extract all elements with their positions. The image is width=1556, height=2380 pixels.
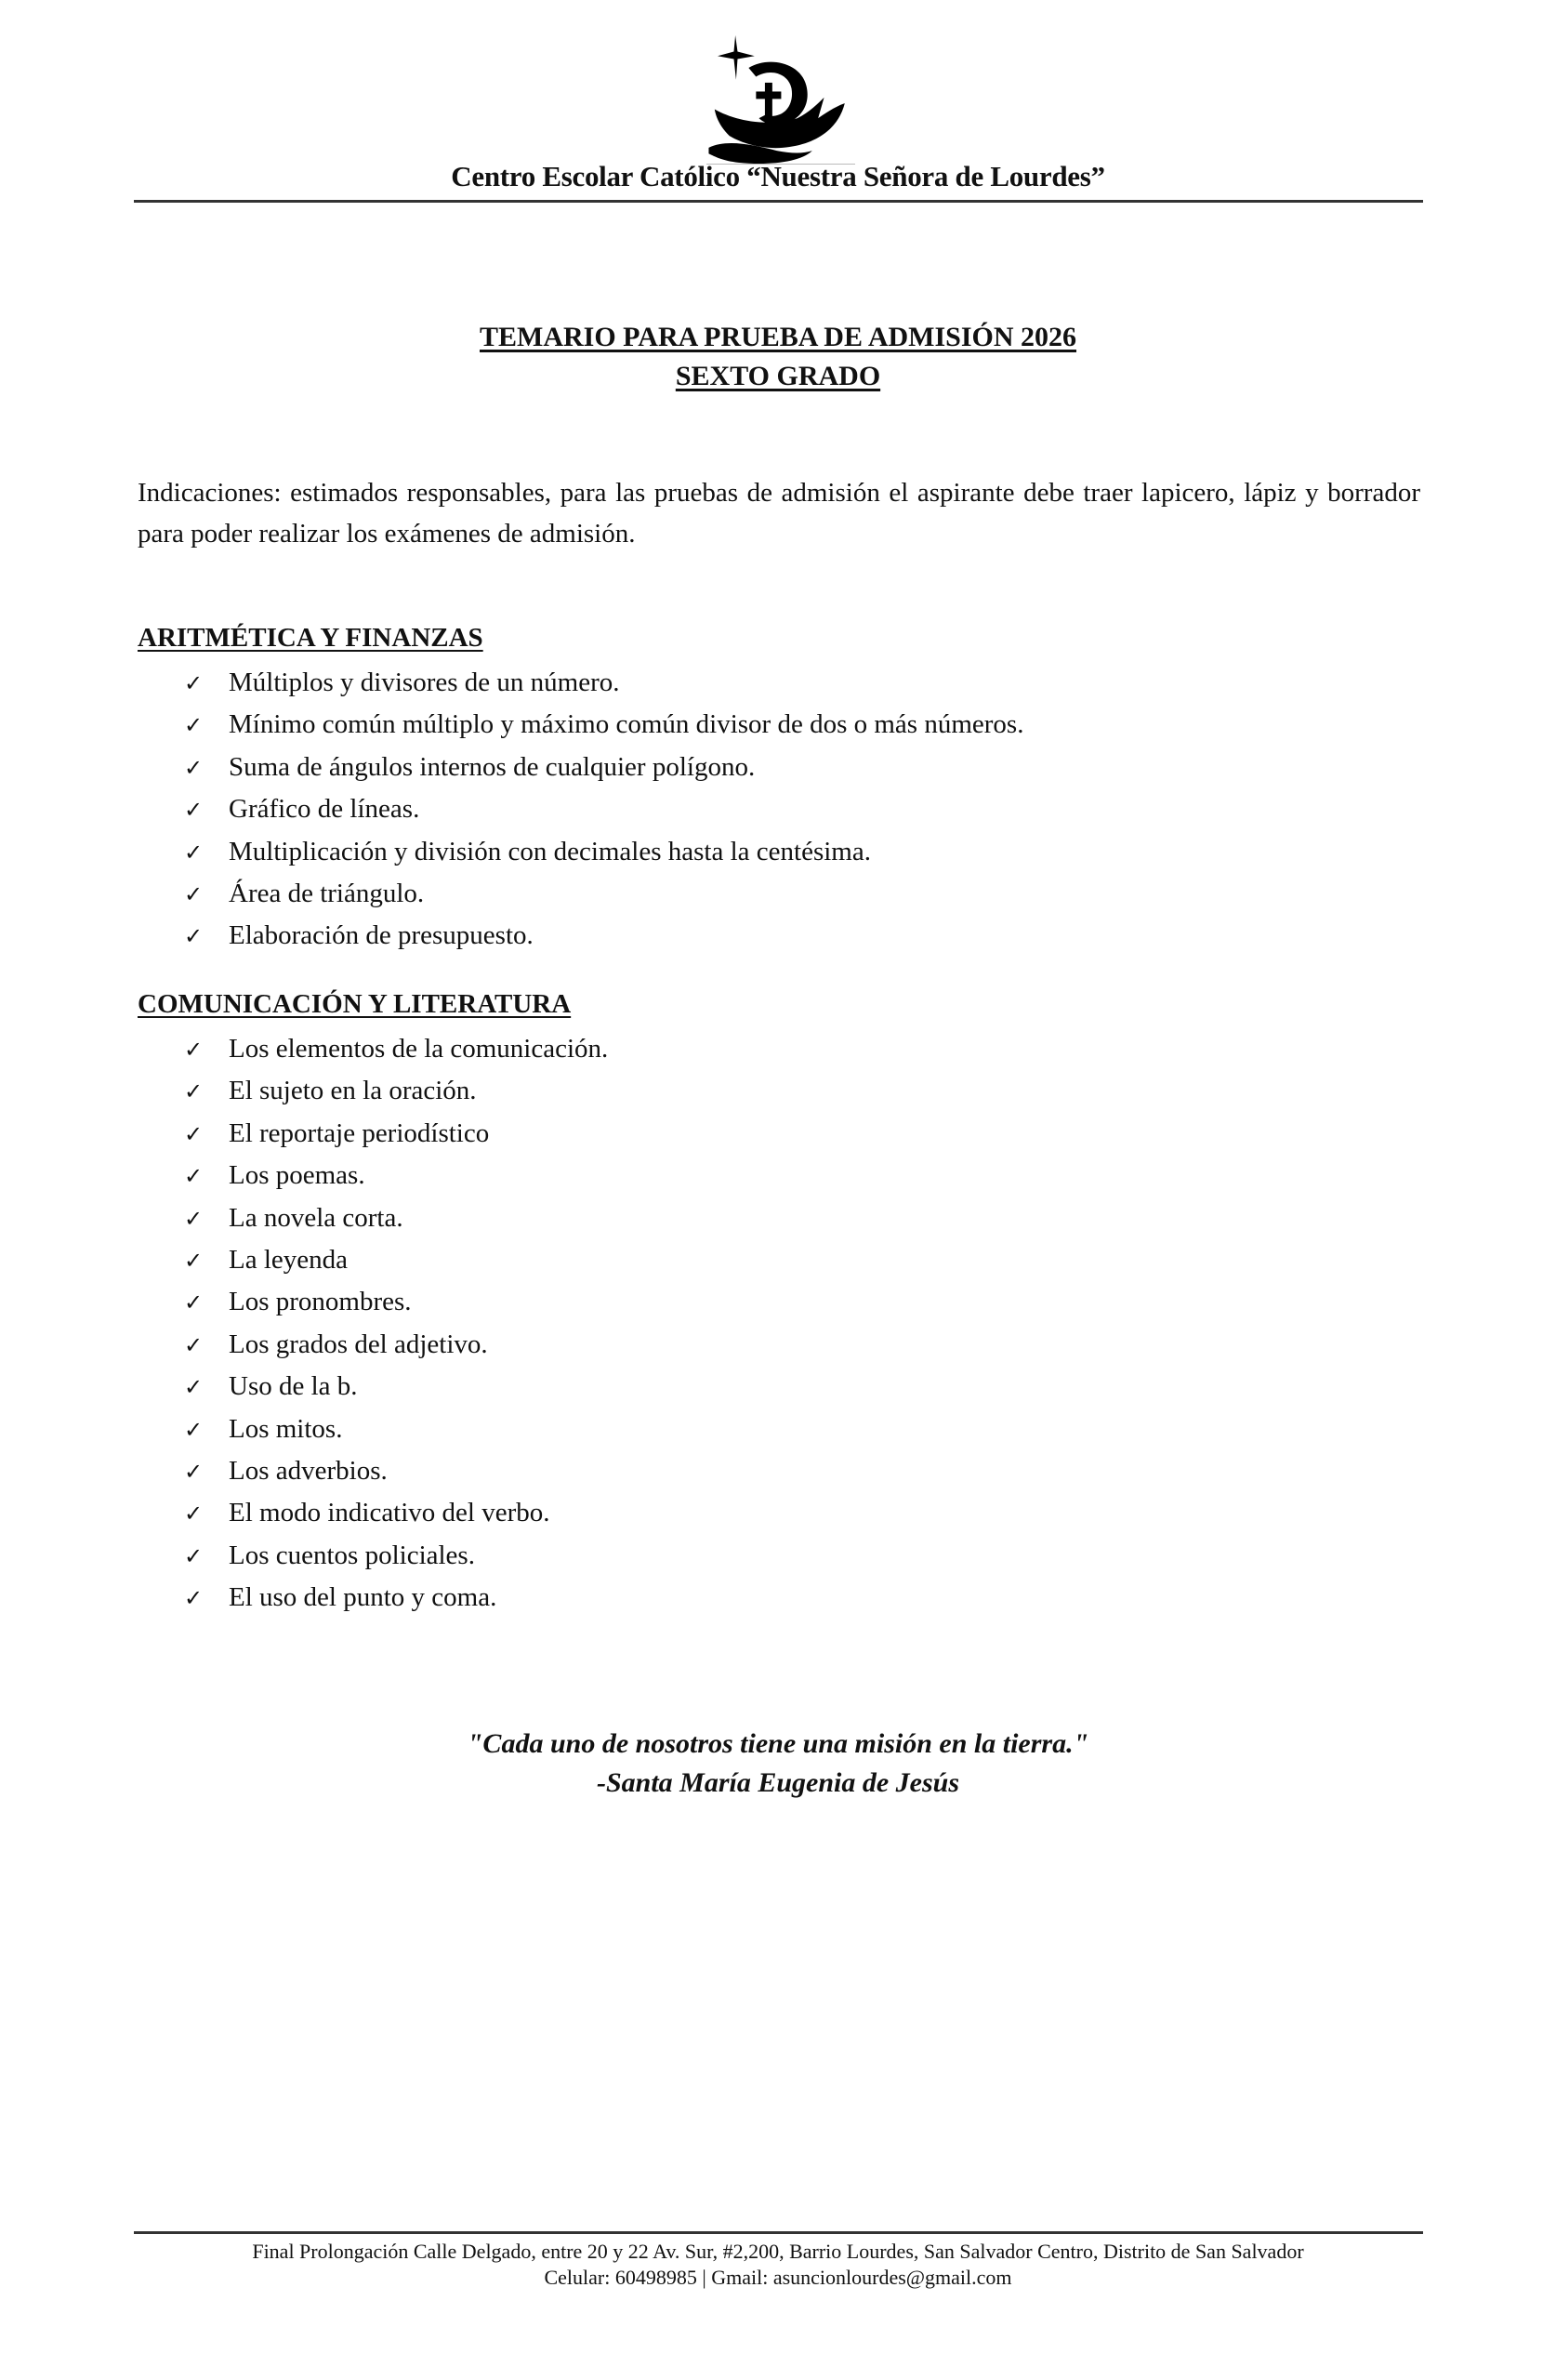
checkmark-icon: ✓: [184, 881, 204, 908]
school-crest-logo: [708, 35, 857, 165]
list-item: ✓ Los poemas.: [184, 1155, 608, 1197]
school-name: Centro Escolar Católico “Nuestra Señora de Lourdes”: [451, 160, 1105, 192]
list-item: ✓ El sujeto en la oración.: [184, 1070, 608, 1112]
checkmark-icon: ✓: [184, 839, 204, 866]
topic-list-comunicacion: [184, 1028, 608, 1620]
closing-quote: [0, 1725, 1556, 1803]
document-title: [0, 318, 1556, 396]
list-item: ✓ El reportaje periodístico: [184, 1113, 608, 1155]
checkmark-icon: ✓: [184, 797, 204, 824]
header-divider: [134, 200, 1423, 203]
list-item: ✓ Los pronombres.: [184, 1281, 608, 1323]
topic-list-aritmetica: [184, 662, 1023, 958]
checkmark-icon: ✓: [184, 1416, 204, 1443]
checkmark-icon: ✓: [184, 1163, 204, 1190]
list-item: ✓ El modo indicativo del verbo.: [184, 1492, 608, 1534]
checkmark-icon: ✓: [184, 670, 204, 696]
title-line-2: SEXTO GRADO: [675, 361, 881, 391]
checkmark-icon: ✓: [184, 1585, 204, 1612]
checkmark-icon: ✓: [184, 1374, 204, 1401]
list-item: ✓ Múltiplos y divisores de un número.: [184, 662, 1023, 704]
checkmark-icon: ✓: [184, 1248, 204, 1275]
star-icon: [718, 35, 755, 80]
footer-divider: [134, 2231, 1423, 2234]
checkmark-icon: ✓: [184, 1120, 204, 1147]
list-item: ✓ Mínimo común múltiplo y máximo común divisor de dos o más números.: [184, 704, 1023, 746]
footer-contact: Celular: 60498985 | Gmail: asuncionlourdes@gmail.com: [544, 2266, 1012, 2289]
footer: [0, 2239, 1556, 2291]
quote-text: "Cada uno de nosotros tiene una misión en la tierra.": [467, 1728, 1089, 1759]
list-item: ✓ Los elementos de la comunicación.: [184, 1028, 608, 1070]
checkmark-icon: ✓: [184, 1542, 204, 1569]
list-item: ✓ Área de triángulo.: [184, 873, 1023, 915]
list-item: ✓ Suma de ángulos internos de cualquier polígono.: [184, 747, 1023, 788]
list-item: ✓ Los mitos.: [184, 1408, 608, 1450]
list-item: ✓ Multiplicación y división con decimales hasta la centésima.: [184, 831, 1023, 873]
section-heading-comunicacion: COMUNICACIÓN Y LITERATURA: [138, 989, 572, 1019]
quote-author: -Santa María Eugenia de Jesús: [596, 1767, 960, 1798]
checkmark-icon: ✓: [184, 754, 204, 781]
section-heading-aritmetica: ARITMÉTICA Y FINANZAS: [138, 623, 483, 653]
checkmark-icon: ✓: [184, 1289, 204, 1316]
instructions-paragraph: Indicaciones: estimados responsables, para las pruebas de admisión el aspirante debe traer lapicero, lápiz y borrador para poder realizar los exámenes de admisión.: [138, 478, 1420, 549]
list-item: ✓ La leyenda: [184, 1239, 608, 1281]
checkmark-icon: ✓: [184, 1501, 204, 1527]
list-item: ✓ Elaboración de presupuesto.: [184, 915, 1023, 957]
list-item: ✓ Los grados del adjetivo.: [184, 1324, 608, 1366]
list-item: ✓ El uso del punto y coma.: [184, 1577, 608, 1619]
checkmark-icon: ✓: [184, 712, 204, 739]
list-item: ✓ La novela corta.: [184, 1197, 608, 1239]
list-item: ✓ Uso de la b.: [184, 1366, 608, 1408]
list-item: ✓ Los adverbios.: [184, 1450, 608, 1492]
checkmark-icon: ✓: [184, 1459, 204, 1486]
checkmark-icon: ✓: [184, 1037, 204, 1063]
checkmark-icon: ✓: [184, 1205, 204, 1232]
checkmark-icon: ✓: [184, 1078, 204, 1105]
title-line-1: TEMARIO PARA PRUEBA DE ADMISIÓN 2026: [480, 322, 1076, 352]
list-item: ✓ Gráfico de líneas.: [184, 788, 1023, 830]
list-item: ✓ Los cuentos policiales.: [184, 1535, 608, 1577]
checkmark-icon: ✓: [184, 1331, 204, 1358]
footer-address: Final Prolongación Calle Delgado, entre 20 y 22 Av. Sur, #2,200, Barrio Lourdes, San Salvador Centro, Distrito de San Salvador: [252, 2240, 1304, 2263]
checkmark-icon: ✓: [184, 923, 204, 950]
